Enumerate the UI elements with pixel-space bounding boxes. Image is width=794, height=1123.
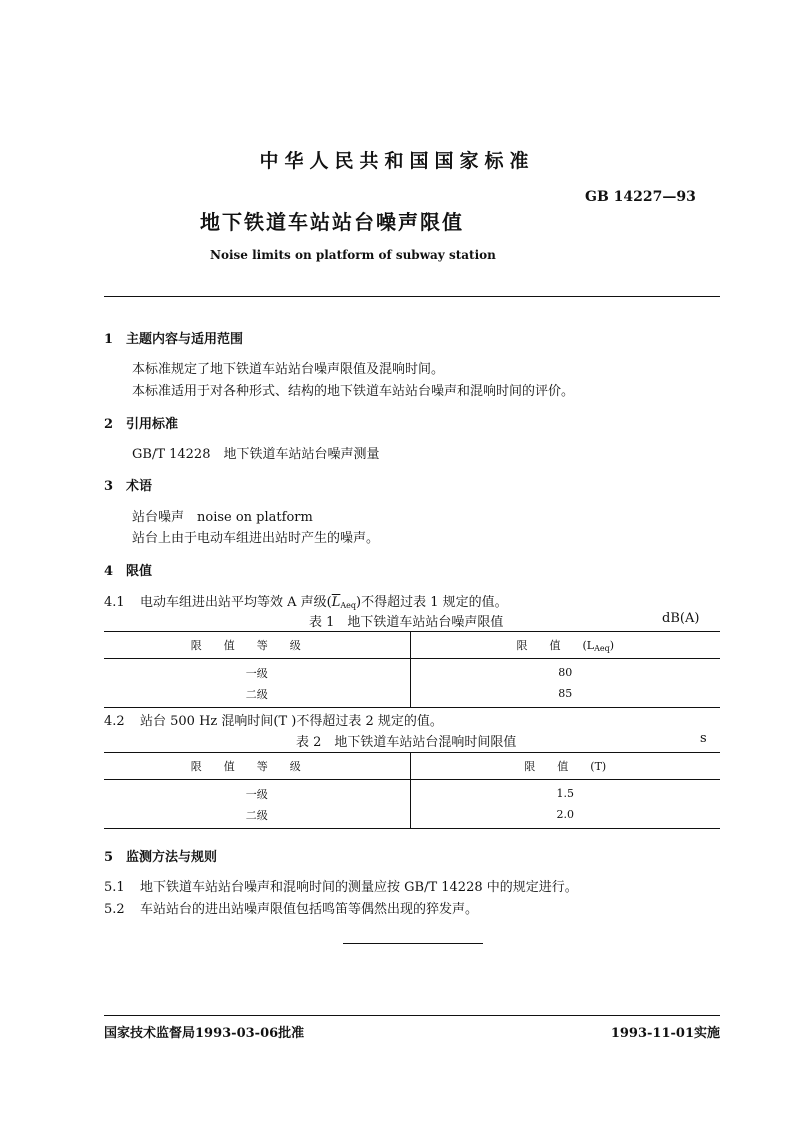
value-cell: 85 (410, 683, 720, 708)
implementation-date: 1993-11-01实施 (610, 1026, 720, 1041)
clause-4-1: 4.1 电动车组进出站平均等效 A 声级$(\overline{L}Aeq)$不得超过表 1 规定的值。 (104, 595, 508, 610)
approval-date: 国家技术监督局1993-03-06批准 (104, 1026, 305, 1041)
national-standard-heading: 中华人民共和国国家标准 (259, 150, 535, 172)
end-of-text-rule (343, 943, 483, 944)
section-1-heading: 1 主题内容与适用范围 (104, 332, 244, 347)
grade-cell: 二级 (104, 804, 410, 829)
value-cell: 1.5 (556, 787, 574, 800)
value-cell: 2.0 (410, 804, 720, 829)
table-row (104, 683, 720, 708)
document-title-en: Noise limits on platform of subway station (210, 248, 496, 262)
table-2-header-value: 限 值 (T) (410, 753, 720, 780)
table-2-unit: s (700, 731, 707, 746)
table-1-caption: 表 1 地下铁道车站站台噪声限值 (309, 615, 504, 630)
table-row (104, 780, 720, 805)
section-1-para-1: 本标准规定了地下铁道车站站台噪声限值及混响时间。 (132, 362, 445, 377)
grade-cell: 一级 (104, 659, 410, 684)
value-cell: 80 (558, 666, 573, 679)
term-entry: 站台噪声 noise on platform (132, 510, 313, 525)
table-1-header-row (104, 632, 720, 659)
table-1-header-value: 限 值 (LAeq) (410, 632, 720, 659)
table-1-header-grade: 限值等级 (104, 632, 410, 659)
table-1 (104, 631, 720, 708)
table-2-header-grade: 限值等级 (104, 753, 410, 780)
footer-rule (104, 1015, 720, 1016)
section-5-heading: 5 监测方法与规则 (104, 850, 218, 865)
section-4-heading: 4 限值 (104, 564, 153, 579)
table-2 (104, 752, 720, 829)
standard-number: GB 14227—93 (585, 189, 696, 205)
clause-5-1: 5.1 地下铁道车站站台噪声和混响时间的测量应按 GB/T 14228 中的规定进行。 (104, 880, 578, 895)
section-3-heading: 3 术语 (104, 479, 153, 494)
section-2-heading: 2 引用标准 (104, 417, 179, 432)
grade-cell: 一级 (104, 780, 410, 805)
grade-cell: 二级 (104, 683, 410, 708)
table-row (104, 804, 720, 829)
table-1-unit: dB(A) (662, 611, 700, 626)
normative-reference: GB/T 14228 地下铁道车站站台噪声测量 (132, 447, 380, 462)
table-2-caption: 表 2 地下铁道车站站台混响时间限值 (296, 735, 517, 750)
section-1-para-2: 本标准适用于对各种形式、结构的地下铁道车站站台噪声和混响时间的评价。 (132, 384, 575, 399)
document-title-cn: 地下铁道车站站台噪声限值 (200, 210, 464, 234)
table-row (104, 659, 720, 684)
clause-5-2: 5.2 车站站台的进出站噪声限值包括鸣笛等偶然出现的猝发声。 (104, 902, 479, 917)
term-definition: 站台上由于电动车组进出站时产生的噪声。 (132, 531, 380, 546)
header-rule (104, 296, 720, 297)
clause-4-2: 4.2 站台 500 Hz 混响时间(T )不得超过表 2 规定的值。 (104, 714, 443, 729)
table-2-header-row (104, 753, 720, 780)
